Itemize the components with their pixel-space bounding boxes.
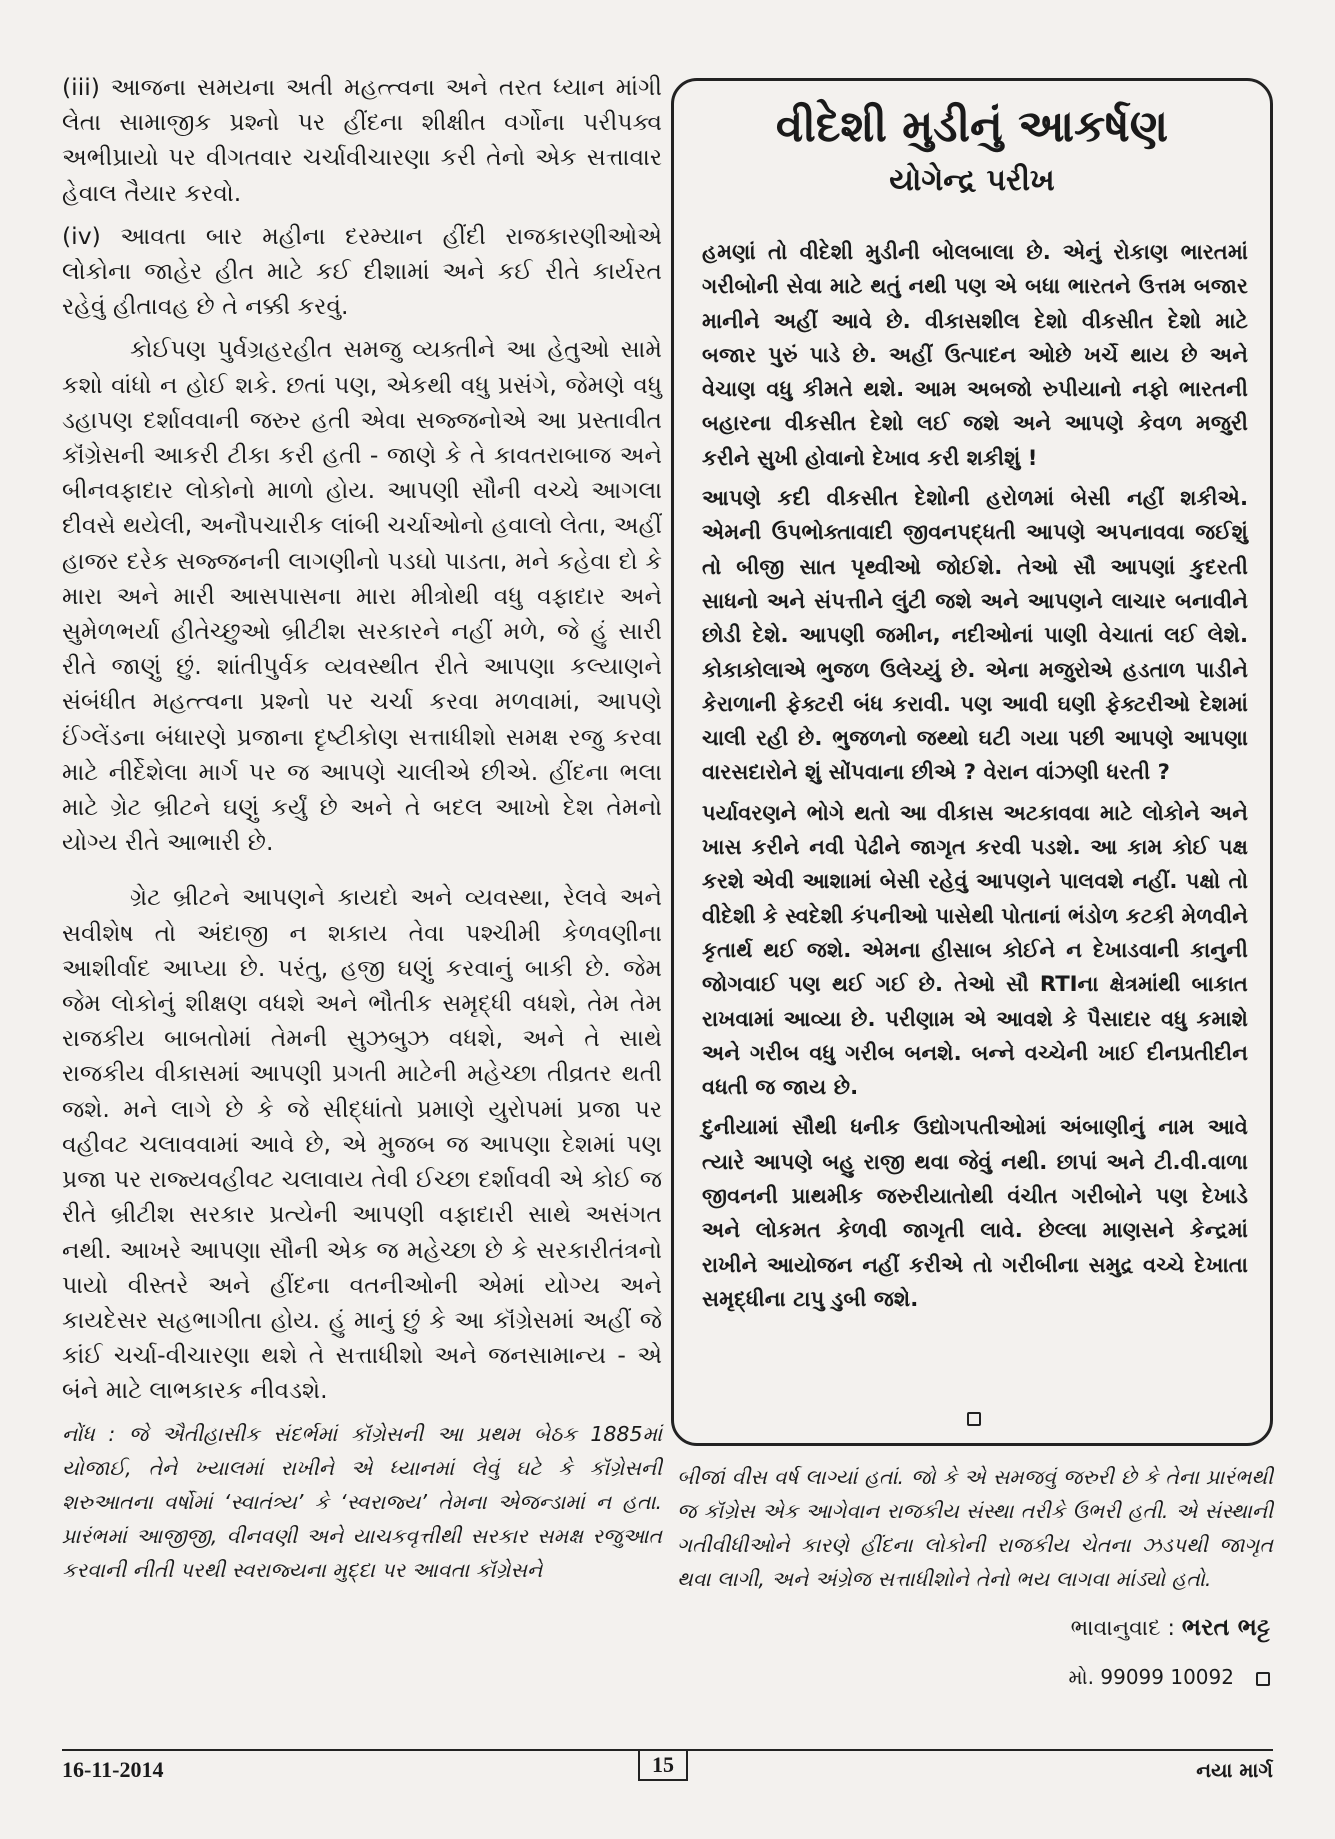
note-paragraph: નોંધ : જે ઐતીહાસીક સંદર્ભમાં કૉંગ્રેસની આ પ્રથમ બેઠક 1885માં યોજાઈ, તેને ખ્યાલમાં રાખીને એ ધ્યાનમાં લેવું ઘટે કે કૉંગ્રેસની શરુઆતના વર્ષોમાં ‘સ્વાતંત્ર્ય’ કે ‘સ્વરાજ્ય’ તેમના એજન્ડામાં ન હતા. પ્રારંભમાં આજીજી, વીનવણી અને યાચકવૃત્તીથી સરકાર સમક્ષ રજુઆત કરવાની નીતી પરથી સ્વરાજ્યના મુદ્દા પર આવતા કૉંગ્રેસને [62,1421,662,1582]
translator-label: ભાવાનુવાદ : [1070,1616,1175,1641]
continued-paragraph: બીજાં વીસ વર્ષ લાગ્યાં હતાં. જો કે એ સમજવું જરુરી છે કે તેના પ્રારંભથી જ કૉંગ્રેસ એક આગેવાન રાજકીય સંસ્થા તરીકે ઉભરી હતી. એ સંસ્થાની ગતીવીધીઓને કારણે હીંદના લોકોની રાજકીય ચેતના ઝડપથી જાગૃત થવા લાગી, અને અંગ્રેજ સત્તાધીશોને તેનો ભય લાગવા માંડ્યો હતો. [677,1465,1273,1591]
translator-phone [700,1660,1270,1694]
continued-text [677,1460,1273,1596]
end-square-icon [1256,1672,1270,1686]
paragraph-1: કોઈપણ પુર્વગ્રહરહીત સમજુ વ્યક્તીને આ હેતુઓ સામે કશો વાંધો ન હોઈ શકે. છતાં પણ, એકથી વધુ પ્રસંગે, જેમણે વધુ ડહાપણ દર્શાવવાની જરુર હતી એવા સજ્જનોએ આ પ્રસ્તાવીત કૉંગ્રેસની આકરી ટીકા કરી હતી - જાણે કે તે કાવતરાબાજ અને બીનવફાદાર લોકોનો માળો હોય. આપણી સૌની વચ્ચે આગલા દીવસે થયેલી, અનૌપચારીક લાંબી ચર્ચાઓનો હવાલો લેતા, અહીં હાજર દરેક સજ્જનની લાગણીનો પડઘો પાડતા, મને કહેવા દો કે મારા અને મારી આસપાસના મારા મીત્રોથી વધુ વફાદાર અને સુમેળભર્યા હીતેચ્છુઓ બ્રીટીશ સરકારને નહીં મળે, જે હું સારી રીતે જાણું છું. શાંતીપુર્વક વ્યવસ્થીત રીતે આપણા કલ્યાણને સંબંધીત મહત્ત્વના પ્રશ્નો પર ચર્ચા કરવા મળવામાં, આપણે ઈંગ્લેંડના બંધારણે પ્રજાના દૃષ્ટીકોણ સત્તાધીશો સમક્ષ રજુ કરવા માટે નીર્દેશેલા માર્ગ પર જ આપણે ચાલીએ છીએ. હીંદના ભલા માટે ગ્રેટ બ્રીટને ઘણું કર્યું છે અને તે બદલ આખો દેશ તેમનો યોગ્ય રીતે આભારી છે. [62,335,662,857]
translator-name: ભરત ભટ્ટ [1181,1613,1270,1641]
magazine-name: નયા માર્ગ [1196,1758,1273,1782]
phone-number: મો. 99099 10092 [1068,1665,1234,1689]
end-square-icon [967,1412,981,1426]
article-paragraph: પર્યાવરણને ભોગે થતો આ વીકાસ અટકાવવા માટે લોકોને અને ખાસ કરીને નવી પેઢીને જાગૃત કરવી પડશે. આ કામ કોઈ પક્ષ કરશે એવી આશામાં બેસી રહેવું આપણને પાલવશે નહીં. પક્ષો તો વીદેશી કે સ્વદેશી કંપનીઓ પાસેથી પોતાનાં ભંડોળ કટકી મેળવીને કૃતાર્થ થઈ જશે. એમના હીસાબ કોઈને ન દેખાડવાની કાનુની જોગવાઈ પણ થઈ ગઈ છે. તેઓ સૌ RTIના ક્ષેત્રમાંથી બાકાત રાખવામાં આવ્યા છે. પરીણામ એ આવશે કે પૈસાદાર વધુ કમાશે અને ગરીબ વધુ ગરીબ બનશે. બન્ને વચ્ચેની ખાઈ દીનપ્રતીદીન વધતી જ જાય છે. [702,799,1248,1100]
article-paragraph: હમણાં તો વીદેશી મુડીની બોલબાલા છે. એનું રોકાણ ભારતમાં ગરીબોની સેવા માટે થતું નથી પણ એ બધા ભારતને ઉત્તમ બજાર માનીને અહીં આવે છે. વીકાસશીલ દેશો વીકસીત દેશો માટે બજાર પુરું પાડે છે. અહીં ઉત્પાદન ઓછે ખર્ચે થાય છે અને વેચાણ વધુ કીમતે થશે. આમ અબજો રુપીયાનો નફો ભારતની બહારના વીકસીત દેશો લઈ જશે અને આપણે કેવળ મજુરી કરીને સુખી હોવાનો દેખાવ કરી શકીશું ! [702,239,1248,470]
left-column [62,70,662,1587]
article-author: યોગેન્દ્ર પરીખ [889,163,1055,198]
article-body [702,235,1248,1322]
paragraph-2: ગ્રેટ બ્રીટને આપણને કાયદો અને વ્યવસ્થા, રેલવે અને સવીશેષ તો અંદાજી ન શકાય તેવા પશ્ચીમી કેળવણીના આશીર્વાદ આપ્યા છે. પરંતુ, હજી ઘણું કરવાનું બાકી છે. જેમ જેમ લોકોનું શીક્ષણ વધશે અને ભૌતીક સમૃદ્ધી વધશે, તેમ તેમ રાજકીય બાબતોમાં તેમની સુઝબુઝ વધશે, અને તે સાથે રાજકીય વીકાસમાં આપણી પ્રગતી માટેની મહેચ્છા તીવ્રતર થતી જશે. મને લાગે છે કે જે સીદ્ધાંતો પ્રમાણે યુરોપમાં પ્રજા પર વહીવટ ચલાવવામાં આવે છે, એ મુજબ જ આપણા દેશમાં પણ પ્રજા પર રાજ્યવહીવટ ચલાવાય તેવી ઈચ્છા દર્શાવવી એ કોઈ જ રીતે બ્રીટીશ સરકાર પ્રત્યેની આપણી વફાદારી સાથે અસંગત નથી. આખરે આપણા સૌની એક જ મહેચ્છા છે કે સરકારીતંત્રનો પાયો વીસ્તરે અને હીંદના વતનીઓની એમાં યોગ્ય અને કાયદેસર સહભાગીતા હોય. હું માનું છું કે આ કૉંગ્રેસમાં અહીં જે કાંઈ ચર્ચા-વીચારણા થશે તે સત્તાધીશો અને જનસામાન્ય - એ બંને માટે લાભકારક નીવડશે. [62,883,662,1405]
issue-date: 16-11-2014 [62,1757,164,1782]
item-iv: (iv) આવતા બાર મહીના દરમ્યાન હીંદી રાજકારણીઓએ લોકોના જાહેર હીત માટે કઈ દીશામાં અને કઈ રીતે કાર્યરત રહેવું હીતાવહ છે તે નક્કી કરવું. [62,221,662,321]
translator-credit [700,1610,1270,1646]
page-number: 15 [638,1749,688,1781]
article-title: વીદેશી મુડીનું આકર્ષણ [775,101,1169,152]
article-paragraph: દુનીયામાં સૌથી ધનીક ઉદ્યોગપતીઓમાં અંબાણીનું નામ આવે ત્યારે આપણે બહુ રાજી થવા જેવું નથી. છાપાં અને ટી.વી.વાળા જીવનની પ્રાથમીક જરુરીયાતોથી વંચીત ગરીબોને પણ દેખાડે અને લોકમત કેળવી જાગૃતી લાવે. છેલ્લા માણસને કેન્દ્રમાં રાખીને આયોજન નહીં કરીએ તો ગરીબીના સમુદ્ર વચ્ચે દેખાતા સમૃદ્ધીના ટાપુ ડુબી જશે. [702,1114,1248,1311]
item-iii: (iii) આજના સમયના અતી મહત્ત્વના અને તરત ધ્યાન માંગી લેતા સામાજીક પ્રશ્નો પર હીંદના શીક્ષીત વર્ગોના પરીપક્વ અભીપ્રાયો પર વીગતવાર ચર્ચાવીચારણા કરી તેનો એક સત્તાવાર હેવાલ તૈયાર કરવો. [62,73,662,207]
article-box [671,78,1273,1446]
article-paragraph: આપણે કદી વીકસીત દેશોની હરોળમાં બેસી નહીં શકીએ. એમની ઉપભોક્તાવાદી જીવનપદ્ધતી આપણે અપનાવવા જઈશું તો બીજી સાત પૃથ્વીઓ જોઈશે. તેઓ સૌ આપણાં કુદરતી સાધનો અને સંપત્તીને લુંટી જશે અને આપણને લાચાર બનાવીને છોડી દેશે. આપણી જમીન, નદીઓનાં પાણી વેચાતાં લઈ લેશે. કોકાકોલાએ ભુજળ ઉલેચ્યું છે. એના મજુરોએ હડતાળ પાડીને કેરાળાની ફેક્ટરી બંધ કરાવી. પણ આવી ઘણી ફેક્ટરીઓ દેશમાં ચાલી રહી છે. ભુજળનો જથ્થો ઘટી ગયા પછી આપણે આપણા વારસદારોને શું સોંપવાના છીએ ? વેરાન વાંઝણી ધરતી ? [702,485,1248,785]
